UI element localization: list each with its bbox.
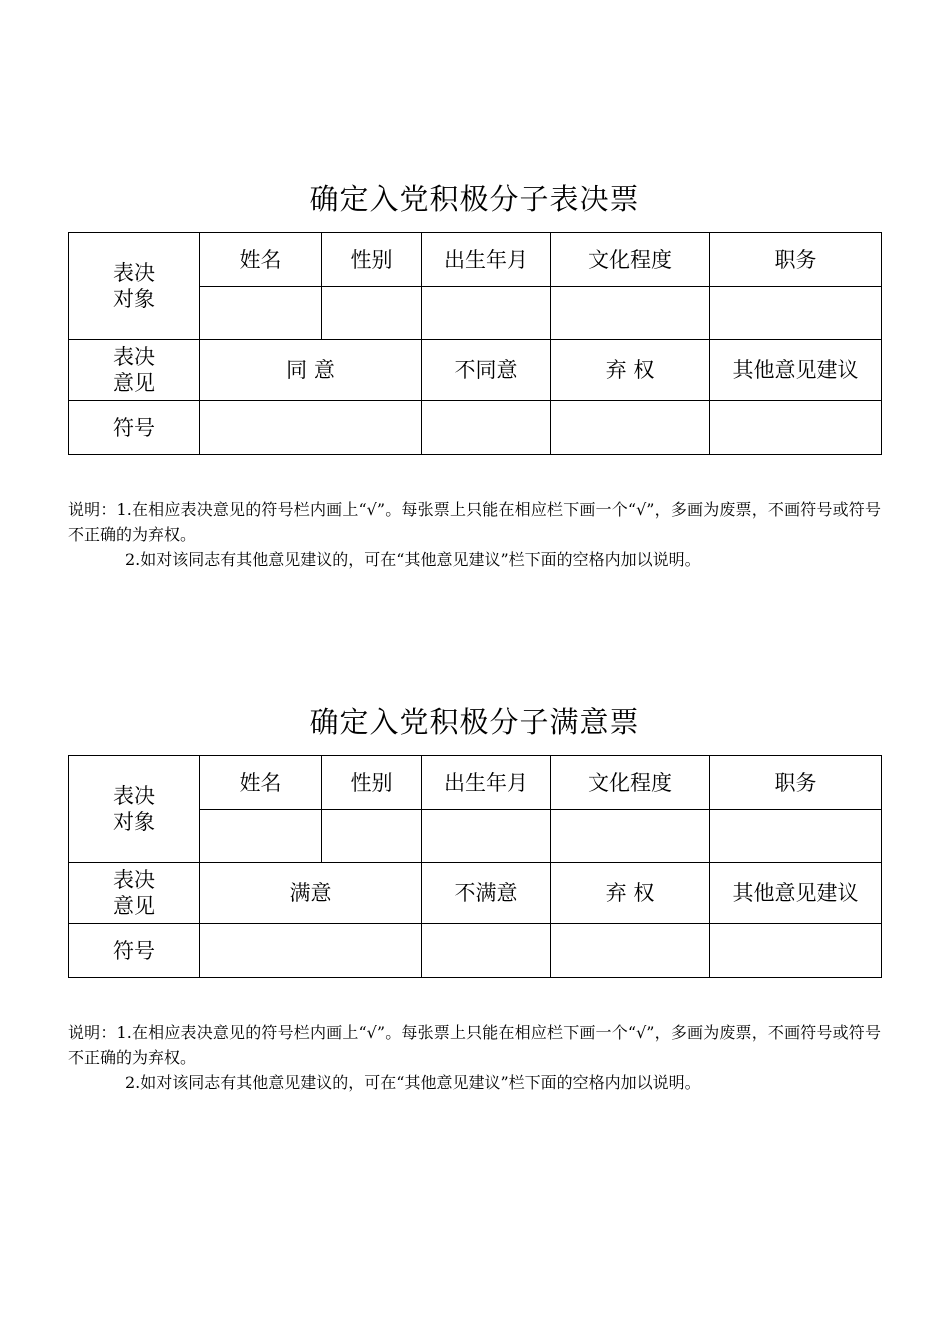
education-cell[interactable] bbox=[551, 810, 710, 863]
column-gender: 性别 bbox=[322, 756, 422, 810]
column-position: 职务 bbox=[710, 756, 882, 810]
ballot-table bbox=[68, 232, 882, 455]
column-birth-date: 出生年月 bbox=[422, 756, 551, 810]
column-birth-date: 出生年月 bbox=[422, 233, 551, 287]
option-other-suggestions: 其他意见建议 bbox=[710, 340, 882, 401]
position-cell[interactable] bbox=[710, 810, 882, 863]
gender-cell[interactable] bbox=[322, 287, 422, 340]
satisfied-symbol-cell[interactable] bbox=[200, 924, 422, 978]
option-abstain: 弃 权 bbox=[551, 863, 710, 924]
column-position: 职务 bbox=[710, 233, 882, 287]
column-education: 文化程度 bbox=[551, 233, 710, 287]
other-suggestions-cell[interactable] bbox=[710, 401, 882, 455]
column-gender: 性别 bbox=[322, 233, 422, 287]
name-cell[interactable] bbox=[200, 810, 322, 863]
instruction-2: 2.如对该同志有其他意见建议的，可在“其他意见建议”栏下面的空格内加以说明。 bbox=[125, 1073, 701, 1092]
column-education: 文化程度 bbox=[551, 756, 710, 810]
position-cell[interactable] bbox=[710, 287, 882, 340]
opinion-label: 表决 意见 bbox=[69, 863, 200, 924]
opinion-label: 表决 意见 bbox=[69, 340, 200, 401]
option-disagree: 不同意 bbox=[422, 340, 551, 401]
unsatisfied-symbol-cell[interactable] bbox=[422, 924, 551, 978]
name-cell[interactable] bbox=[200, 287, 322, 340]
column-name: 姓名 bbox=[200, 756, 322, 810]
option-agree: 同 意 bbox=[200, 340, 422, 401]
option-other-suggestions: 其他意见建议 bbox=[710, 863, 882, 924]
abstain-symbol-cell[interactable] bbox=[551, 924, 710, 978]
education-cell[interactable] bbox=[551, 287, 710, 340]
ballot-title: 确定入党积极分子满意票 bbox=[309, 705, 640, 739]
instructions bbox=[68, 1020, 881, 1095]
agree-symbol-cell[interactable] bbox=[200, 401, 422, 455]
subject-label: 表决 对象 bbox=[69, 756, 200, 863]
other-suggestions-cell[interactable] bbox=[710, 924, 882, 978]
instruction-1: 说明：1.在相应表决意见的符号栏内画上“√”。每张票上只能在相应栏下画一个“√”，多画为废票，不画符号或符号不正确的为弃权。 bbox=[68, 1023, 881, 1067]
option-unsatisfied: 不满意 bbox=[422, 863, 551, 924]
instruction-1: 说明：1.在相应表决意见的符号栏内画上“√”。每张票上只能在相应栏下画一个“√”，多画为废票，不画符号或符号不正确的为弃权。 bbox=[68, 500, 881, 544]
symbol-label: 符号 bbox=[69, 401, 200, 455]
instructions bbox=[68, 497, 881, 572]
disagree-symbol-cell[interactable] bbox=[422, 401, 551, 455]
option-abstain: 弃 权 bbox=[551, 340, 710, 401]
birth-date-cell[interactable] bbox=[422, 287, 551, 340]
ballot-title: 确定入党积极分子表决票 bbox=[309, 182, 640, 216]
subject-label: 表决 对象 bbox=[69, 233, 200, 340]
symbol-label: 符号 bbox=[69, 924, 200, 978]
abstain-symbol-cell[interactable] bbox=[551, 401, 710, 455]
column-name: 姓名 bbox=[200, 233, 322, 287]
birth-date-cell[interactable] bbox=[422, 810, 551, 863]
instruction-2: 2.如对该同志有其他意见建议的，可在“其他意见建议”栏下面的空格内加以说明。 bbox=[125, 550, 701, 569]
gender-cell[interactable] bbox=[322, 810, 422, 863]
option-satisfied: 满意 bbox=[200, 863, 422, 924]
ballot-table bbox=[68, 755, 882, 978]
